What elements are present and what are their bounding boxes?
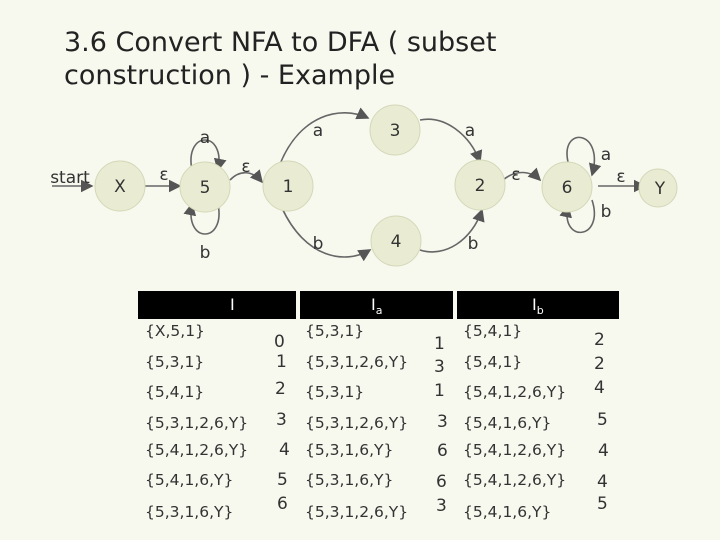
edge-label-4-2: b bbox=[467, 234, 479, 254]
table-cell-number: 4 bbox=[594, 378, 605, 398]
table-cell-number: 4 bbox=[598, 441, 609, 461]
table-cell-number: 5 bbox=[277, 470, 288, 490]
edge-label-loop5-top: a bbox=[199, 128, 211, 148]
table-cell-number: 2 bbox=[594, 330, 605, 350]
state-4-label: 4 bbox=[390, 232, 402, 252]
header-ib bbox=[457, 291, 619, 319]
table-cell: {5,4,1,2,6,Y} bbox=[463, 471, 567, 489]
table-cell-number: 0 bbox=[274, 332, 285, 352]
edge-1-3 bbox=[280, 113, 368, 164]
table-cell: {5,4,1,2,6,Y} bbox=[463, 441, 567, 459]
table-cell: {5,4,1,6,Y} bbox=[145, 471, 234, 489]
table-cell: {5,4,1} bbox=[145, 383, 205, 401]
table-cell-number: 6 bbox=[436, 472, 447, 492]
state-3-label: 3 bbox=[389, 121, 401, 141]
header-ia-sub: a bbox=[375, 304, 383, 318]
table-cell-number: 2 bbox=[594, 354, 605, 374]
edge-label-6-y: ε bbox=[616, 167, 626, 187]
state-y-label: Y bbox=[654, 179, 666, 199]
edge-label-3-2: a bbox=[464, 121, 476, 141]
header-ia-label: I bbox=[371, 295, 376, 314]
table-cell: {5,3,1} bbox=[305, 322, 365, 340]
table-cell: {5,3,1,6,Y} bbox=[305, 441, 394, 459]
table-cell: {5,3,1} bbox=[145, 353, 205, 371]
state-1-label: 1 bbox=[282, 177, 294, 197]
start-label: start bbox=[50, 168, 90, 188]
edge-label-x-5: ε bbox=[159, 165, 169, 185]
table-cell: {5,4,1,2,6,Y} bbox=[463, 383, 567, 401]
state-2-label: 2 bbox=[474, 176, 486, 196]
state-6-label: 6 bbox=[561, 178, 573, 198]
table-cell-number: 4 bbox=[597, 472, 608, 492]
table-cell-number: 3 bbox=[437, 412, 448, 432]
state-x-label: X bbox=[114, 177, 126, 197]
edge-2-6 bbox=[503, 173, 540, 181]
edge-label-loop6-top: a bbox=[600, 145, 612, 165]
table-cell-number: 5 bbox=[597, 494, 608, 514]
table-cell-number: 1 bbox=[276, 352, 287, 372]
table-cell: {5,4,1,2,6,Y} bbox=[145, 441, 249, 459]
table-cell: {5,4,1,6,Y} bbox=[463, 414, 552, 432]
table-cell: {5,4,1,6,Y} bbox=[463, 503, 552, 521]
edge-label-1-4: b bbox=[312, 234, 324, 254]
edge-label-2-6: ε bbox=[511, 165, 521, 185]
table-cell: {5,4,1} bbox=[463, 322, 523, 340]
table-cell: {5,3,1,2,6,Y} bbox=[305, 503, 409, 521]
edge-label-loop5-bottom: b bbox=[199, 243, 211, 263]
table-cell: {5,3,1,2,6,Y} bbox=[145, 414, 249, 432]
table-cell-number: 6 bbox=[277, 494, 288, 514]
table-cell: {5,3,1,2,6,Y} bbox=[305, 414, 409, 432]
edge-label-5-1: ε bbox=[241, 157, 251, 177]
header-i bbox=[138, 291, 296, 319]
table-cell-number: 3 bbox=[276, 410, 287, 430]
edge-label-1-3: a bbox=[312, 121, 324, 141]
table-cell: {5,3,1,6,Y} bbox=[145, 503, 234, 521]
title-line-2: construction ) - Example bbox=[64, 60, 396, 91]
table-cell-number: 2 bbox=[275, 379, 286, 399]
header-ib-label: I bbox=[532, 295, 537, 314]
state-5-label: 5 bbox=[199, 178, 211, 198]
table-cell-number: 3 bbox=[434, 357, 445, 377]
table-cell-number: 1 bbox=[434, 334, 445, 354]
title-line-1: 3.6 Convert NFA to DFA ( subset bbox=[64, 27, 497, 58]
table-cell-number: 1 bbox=[434, 381, 445, 401]
header-ia bbox=[300, 291, 453, 319]
table-cell-number: 6 bbox=[437, 441, 448, 461]
header-ib-sub: b bbox=[536, 304, 544, 318]
table-cell: {5,4,1} bbox=[463, 353, 523, 371]
table-cell: {X,5,1} bbox=[145, 322, 205, 340]
table-cell: {5,3,1,6,Y} bbox=[305, 471, 394, 489]
edge-1-4 bbox=[282, 208, 370, 257]
table-cell-number: 4 bbox=[279, 440, 290, 460]
edge-label-loop6-bottom: b bbox=[600, 202, 612, 222]
table-cell: {5,3,1,2,6,Y} bbox=[305, 353, 409, 371]
table-cell-number: 5 bbox=[597, 410, 608, 430]
table-cell-number: 3 bbox=[436, 496, 447, 516]
header-i-label: I bbox=[230, 295, 235, 314]
table-cell: {5,3,1} bbox=[305, 383, 365, 401]
